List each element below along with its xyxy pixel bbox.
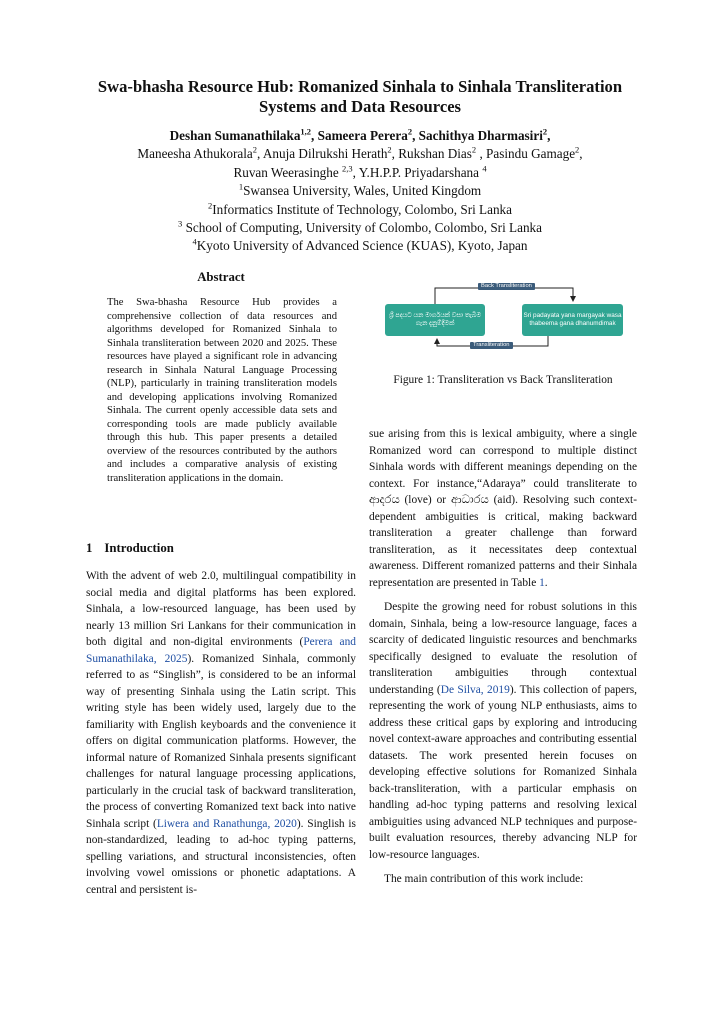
author-block — [60, 127, 660, 256]
paragraph: With the advent of web 2.0, multilingual compatibility in social media and digital platforms has been explored. Sinhala, a low-resourced language, has been used by nearly 13 million Sri Lankans for their communication in both digital and non-digital environments (Perera and Sumanathilaka, 2025). Romanized Sinhala, commonly referred to as “Singlish”, is considered to be an informal way of presenting Sinhala using the Latin script. This writing style has been widely used, largely due to the familiarity with English keyboards and the convenience it offers on digital communication platforms. However, the informal nature of Romanized Sinhala presents significant challenges for natural language processing applications, particularly in the crucial task of backward transliteration, the process of converting Romanized text back into native Sinhala script (Liwera and Ranathunga, 2020). Singlish is non-standardized, leading to ad-hoc typing patterns, spelling variations, and structural inconsistencies, often involving vowel omissions or phonetic adaptations. A central and persistent is- — [86, 570, 357, 896]
author-name: Pasindu Gamage — [486, 146, 576, 162]
back-transliteration-label: Back Transliteration — [478, 283, 535, 290]
author-line-1: Deshan Sumanathilaka$^{1,2}$, Sameera Perera$^2$, Sachithya Dharmasiri$^2$, — [169, 126, 551, 143]
title-line-1: Swa-bhasha Resource Hub: Romanized Sinhala to Sinhala Transliteration — [97, 77, 623, 96]
author-name: Deshan Sumanathilaka — [169, 128, 301, 143]
romanized-text-box: Sri padayata yana margayak wasa thabeema gana dhanumdimak — [522, 304, 623, 336]
left-column-body — [86, 568, 356, 898]
author-affil-sup: 2,3 — [342, 163, 353, 174]
citation-link[interactable]: Liwera and Ranathunga, 2020 — [156, 817, 297, 830]
author-name: Maneesha Athukorala — [137, 146, 253, 162]
citation-link[interactable]: De Silva, 2019 — [440, 683, 510, 696]
author-name: Sachithya Dharmasiri — [418, 128, 543, 143]
author-affil-sup: 1,2 — [300, 126, 312, 137]
author-affil-sup: 2 — [387, 145, 392, 156]
author-affil-sup: 2 — [575, 145, 580, 156]
author-affil-sup: 2 — [252, 145, 258, 156]
section-number: 1 — [86, 541, 93, 555]
author-name: Ruvan Weerasinghe — [233, 164, 339, 180]
paragraph: Despite the growing need for robust solutions in this domain, Sinhala, being a low-resource language, faces a scarcity of dedicated linguistic resources and benchmarks specifically designed to evaluate the resolution of transliteration ambiguities through contextual understanding (De Silva, 2019). This collection of papers, representing the work of young NLP enthusiasts, aims to address these critical gaps by exploring and introducing novel context-aware approaches and contributing essential datasets. The work presented herein focuses on developing effective solutions for Romanized Sinhala back-transliteration, with a particular emphasis on handling ad-hoc typing patterns and resolving lexical ambiguities using advanced NLP techniques and purpose-built evaluation resources, thereby advancing NLP for low-resource languages. — [369, 601, 637, 861]
author-line-2: Maneesha Athukorala$^2$, Anuja Dilrukshi Herath$^2$, Rukshan Dias$^2$ , Pasindu Gamage$^2$, — [137, 145, 583, 162]
abstract-heading: Abstract — [197, 270, 245, 284]
section-title: Introduction — [104, 541, 174, 555]
author-name: Rukshan Dias — [398, 146, 472, 162]
author-affil-sup: 2 — [542, 126, 548, 137]
figure-caption: Figure 1: Transliteration vs Back Transliteration — [393, 374, 613, 386]
right-column-body — [369, 426, 637, 888]
author-affil-sup: 2 — [471, 145, 477, 156]
back-transliteration-arrow — [435, 288, 573, 304]
figure-transliteration-diagram — [380, 280, 628, 358]
author-line-3: Ruvan Weerasinghe $^{2,3}$, Y.H.P.P. Priyadarshana $^4$ — [233, 163, 487, 180]
affiliation: $^1$Swansea University, Wales, United Kingdom — [238, 181, 482, 199]
author-affil-sup: 4 — [482, 163, 487, 174]
author-affil-sup: 2 — [407, 126, 413, 137]
affiliation: $^4$Kyoto University of Advanced Science (KUAS), Kyoto, Japan — [192, 237, 528, 254]
sinhala-text-box: ශ්‍රී පදයට යන මාර්ගයක් වසා තැබීම ගැන දැනුම්දීමක් — [385, 304, 485, 336]
affiliation: $^3$ School of Computing, University of Colombo, Colombo, Sri Lanka — [178, 218, 542, 236]
paragraph: sue arising from this is lexical ambiguity, where a single Romanized word can correspond to multiple distinct Sinhala words with different meanings depending on the context. For instance,“Adaraya” could transliterate to ආදරය (love) or ආධාරය (aid). Resolving such context-dependent ambiguities is critical, making backward transliteration a greater challenge than forward transliteration, as it necessitates deep contextual awareness. Different romanized patterns and their Sinhala representation are presented in Table 1. — [369, 428, 637, 589]
abstract-text: The Swa-bhasha Resource Hub provides a comprehensive collection of data resources and algorithms developed for Romanized Sinhala to Sinhala transliteration between 2020 and 2025. These resources have played a significant role in advancing research in Sinhala Natural Language Processing (NLP), particularly in training transliteration models and developing applications involving Romanized Sinhala. The current openly accessible data sets and corresponding tools are made publicly available through this hub. This paper presents a detailed overview of the resources contributed by the authors and includes a comparative analysis of existing transliteration applications in the domain. — [107, 297, 337, 484]
transliteration-label: Transliteration — [470, 342, 513, 349]
paper-title — [60, 77, 660, 117]
title-line-2: Systems and Data Resources — [258, 97, 462, 116]
author-name: Sameera Perera — [317, 128, 408, 143]
paragraph: The main contribution of this work include: — [384, 873, 584, 885]
table-reference-link[interactable]: 1 — [539, 576, 545, 589]
author-name: Y.H.P.P. Priyadarshana — [358, 164, 480, 180]
affiliation: $^2$Informatics Institute of Technology, Colombo, Sri Lanka — [207, 200, 513, 217]
author-name: Anuja Dilrukshi Herath — [262, 146, 388, 162]
section-heading — [86, 541, 174, 556]
citation-link[interactable]: Perera and Sumanathilaka, 2025 — [86, 636, 356, 665]
